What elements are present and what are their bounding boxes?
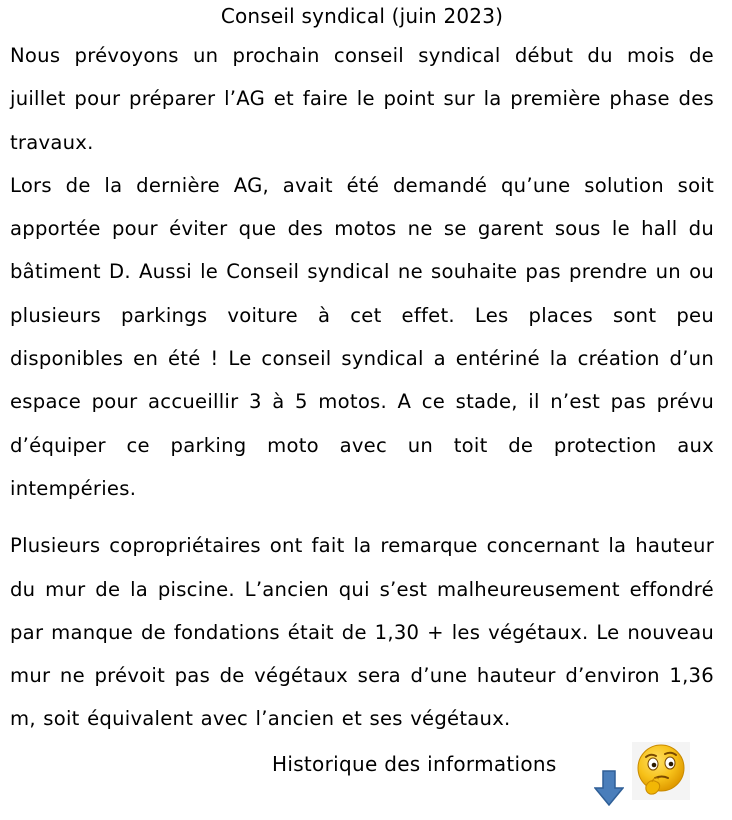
document-title: Conseil syndical (juin 2023) <box>220 4 504 28</box>
history-row <box>0 742 732 812</box>
arrow-down-icon[interactable] <box>594 770 624 806</box>
paragraph-pool-wall: Plusieurs copropriétaires ont fait la remarque concernant la hauteur du mur de la piscine. L’ancien qui s’est malheureusement effondré par manque de fondations était de 1,30 + les végétaux. Le nouveau mur ne prévoit pas de végétaux sera d’une hauteur d’environ 1,36 m, soit équivalent avec l’ancien et ses végétaux. <box>10 534 714 731</box>
document-page <box>10 0 714 741</box>
history-link[interactable]: Historique des informations <box>272 752 557 776</box>
thinking-face-icon <box>632 742 690 800</box>
paragraph-meeting: Nous prévoyons un prochain conseil syndical début du mois de juillet pour préparer l’AG et faire le point sur la première phase des travaux. <box>10 44 714 154</box>
paragraph-motorcycle-parking: Lors de la dernière AG, avait été demandé qu’une solution soit apportée pour éviter que des motos ne se garent sous le hall du bâtiment D. Aussi le Conseil syndical ne souhaite pas prendre un ou plusieurs parkings voiture à cet effet. Les places sont peu disponibles en été ! Le conseil syndical a entériné la création d’un espace pour accueillir 3 à 5 motos. A ce stade, il n’est pas prévu d’équiper ce parking moto avec un toit de protection aux intempéries. <box>10 173 714 500</box>
